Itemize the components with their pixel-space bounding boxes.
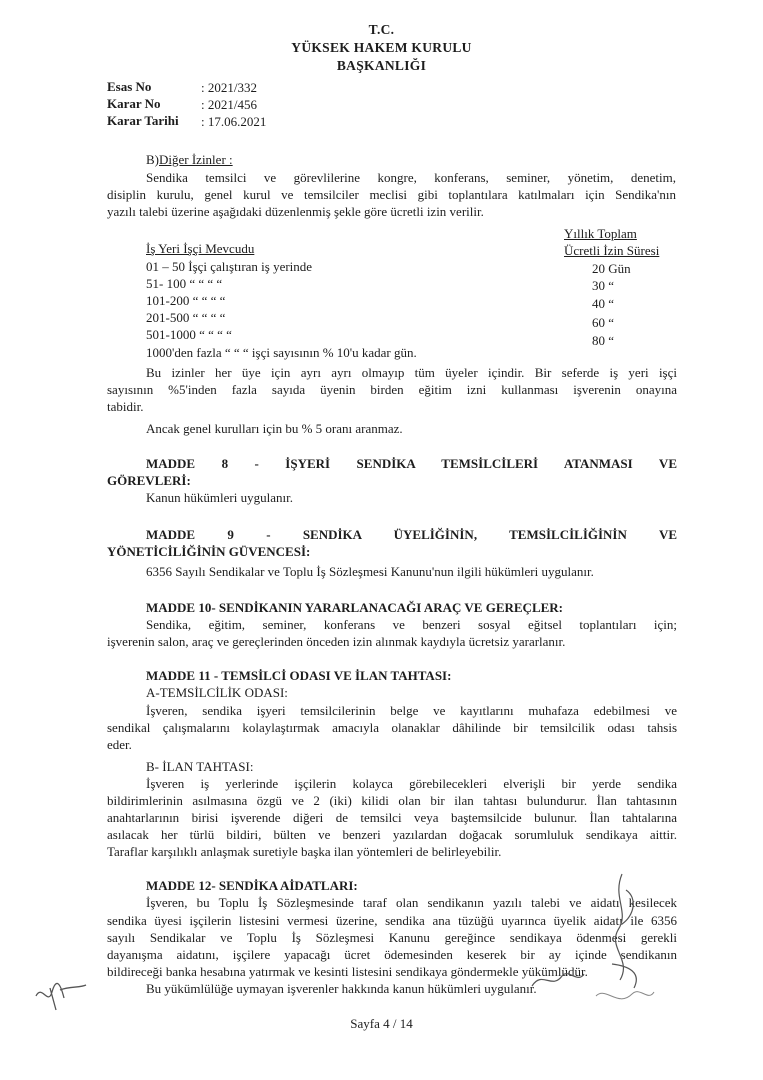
madde-9-body: 6356 Sayılı Sendikalar ve Toplu İş Sözleşmesi Kanunu'nun ilgili hükümleri uygulanır. <box>146 564 594 579</box>
table-row-2-left: 51- 100 “ “ “ “ <box>146 276 223 291</box>
table-row-3-right: 40 “ <box>592 296 615 311</box>
section-b-title: Diğer İzinler : <box>159 152 233 167</box>
section-b-prefix: B) <box>146 152 159 167</box>
tarih-label: Karar Tarihi <box>107 113 179 128</box>
table-row-3-left: 101-200 “ “ “ “ <box>146 293 226 308</box>
madde-10-body-line-2: işverenin salon, araç ve gereçlerinden önceden izin alınmak kaydıyla ücretsiz yararlanır. <box>107 634 566 649</box>
table-row-1-left: 01 – 50 İşçi çalıştıran iş yerinde <box>146 259 313 274</box>
page-number: Sayfa 4 / 14 <box>350 1016 413 1031</box>
madde-12-line-5: bildireceği banka hesabına yatırmak ve kesinti listesini sendikaya göndermekle yükümlüdür. <box>107 964 588 979</box>
madde-11-b-line-2: bildirimlerinin asılmasına özgü ve 2 (iki) kilidi olan bir ilan tahtası bulundurur. İlan tahtasının <box>107 793 677 808</box>
madde-12-line-3: sayılı Sendikalar ve Toplu İş Sözleşmesi Kanunu gereğince sendikaya ödenmesi gerekli <box>107 930 677 945</box>
madde-9-heading-line-2: YÖNETİCİLİĞİNİN GÜVENCESİ: <box>107 544 311 559</box>
madde-10-heading: MADDE 10- SENDİKANIN YARARLANACAĞI ARAÇ VE GEREÇLER: <box>146 600 564 615</box>
madde-11-sub-b: B- İLAN TAHTASI: <box>146 759 254 774</box>
header-institution: YÜKSEK HAKEM KURULU <box>291 40 472 55</box>
table-header-paid-leave: Ücretli İzin Süresi <box>564 243 660 258</box>
paragraph-2-line-1: Bu izinler her üye için ayrı ayrı olmayıp tüm üyeler içindir. Bir seferde iş yeri işçi <box>146 365 677 380</box>
madde-8-heading-line-2: GÖREVLERİ: <box>107 473 191 488</box>
karar-value: : 2021/456 <box>201 97 257 112</box>
madde-11-b-line-4: asılacak her türlü bildiri, bülten ve benzeri yazılardan doğacak sorumluluk sendikaya aittir. <box>107 827 677 842</box>
madde-9-heading-line-1: MADDE 9 - SENDİKA ÜYELİĞİNİN, TEMSİLCİLİĞİNİN VE <box>146 527 677 542</box>
madde-8-heading-line-1: MADDE 8 - İŞYERİ SENDİKA TEMSİLCİLERİ ATANMASI VE <box>146 456 677 471</box>
tarih-value: : 17.06.2021 <box>201 114 267 129</box>
left-margin-signature <box>30 976 90 1016</box>
madde-11-b-line-3: anahtarlarının birisi işverende diğeri de temsilci veya baştemsilcide bulunur. İlan tahtalarına <box>107 810 677 825</box>
madde-12-heading: MADDE 12- SENDİKA AİDATLARI: <box>146 878 358 893</box>
madde-11-sub-a: A-TEMSİLCİLİK ODASI: <box>146 685 288 700</box>
table-row-5-right: 80 “ <box>592 333 615 348</box>
esas-value: : 2021/332 <box>201 80 257 95</box>
header-tc: T.C. <box>368 22 395 37</box>
madde-11-a-line-3: eder. <box>107 737 132 752</box>
table-row-last: 1000'den fazla “ “ “ işçi sayısının % 10'u kadar gün. <box>146 345 417 360</box>
madde-11-a-line-1: İşveren, sendika işyeri temsilcilerinin belge ve kayıtlarını muhafaza edebilmesi ve <box>146 703 677 718</box>
section-b-heading <box>146 151 233 168</box>
paragraph-2-line-2: sayısının %5'inden fazla sayıda üyenin birden eğitim izni kullanması işverenin onayına <box>107 382 677 397</box>
table-header-yearly: Yıllık Toplam <box>564 226 637 241</box>
madde-10-body-line-1: Sendika, eğitim, seminer, konferans ve benzeri sosyal eğitsel toplantıları için; <box>146 617 677 632</box>
madde-12-line-2: sendika üyesi işçilerin listesini vermesi üzerine, sendika ana tüzüğü uyarınca üyelik aidatı ile 6356 <box>107 913 677 928</box>
section-b-line-3: yazılı talebi üzerine aşağıdaki düzenlenmiş şekle göre ücretli izin verilir. <box>107 204 484 219</box>
right-signature <box>582 868 662 1018</box>
madde-12-line-6: Bu yükümlülüğe uymayan işverenler hakkında kanun hükümleri uygulanır. <box>146 981 537 996</box>
section-b-line-1: Sendika temsilci ve görevlilerine kongre, konferans, seminer, yönetim, denetim, <box>146 170 676 185</box>
esas-label: Esas No <box>107 79 152 94</box>
table-row-2-right: 30 “ <box>592 278 615 293</box>
madde-11-b-line-5: Taraflar karşılıklı anlaşmak suretiyle başka ilan yöntemleri de belirleyebilir. <box>107 844 502 859</box>
table-row-4-right: 60 “ <box>592 315 615 330</box>
initials-mark <box>528 966 588 994</box>
paragraph-3: Ancak genel kurulları için bu % 5 oranı aranmaz. <box>146 421 403 436</box>
madde-11-b-line-1: İşveren iş yerlerinde işçilerin kolayca görebilecekleri elverişli bir yerde sendika <box>146 776 677 791</box>
paragraph-2-line-3: tabidir. <box>107 399 144 414</box>
table-header-workers: İş Yeri İşçi Mevcudu <box>146 241 255 256</box>
header-presidency: BAŞKANLIĞI <box>336 58 427 73</box>
madde-11-a-line-2: sendikal çalışmalarını kolaylaştırmak amacıyla olanaklar dâhilinde bir temsilcilik odası tahsis <box>107 720 677 735</box>
table-row-4-left: 201-500 “ “ “ “ <box>146 310 226 325</box>
madde-11-heading: MADDE 11 - TEMSİLCİ ODASI VE İLAN TAHTASI: <box>146 668 452 683</box>
section-b-line-2: disiplin kurulu, genel kurul ve temsilciler meclisi gibi toplantılara katılmaları için Sendika'nın <box>107 187 676 202</box>
madde-8-body: Kanun hükümleri uygulanır. <box>146 490 293 505</box>
madde-12-line-1: İşveren, bu Toplu İş Sözleşmesinde taraf olan sendikanın yazılı talebi ve aidatı kesilecek <box>146 895 677 910</box>
table-row-5-left: 501-1000 “ “ “ “ <box>146 327 232 342</box>
madde-12-line-4: dayanışma aidatını, işçilere yapacağı ücret ödemesinden keserek bir ay içinde sendikanın <box>107 947 677 962</box>
table-row-1-right: 20 Gün <box>592 261 631 276</box>
karar-label: Karar No <box>107 96 161 111</box>
